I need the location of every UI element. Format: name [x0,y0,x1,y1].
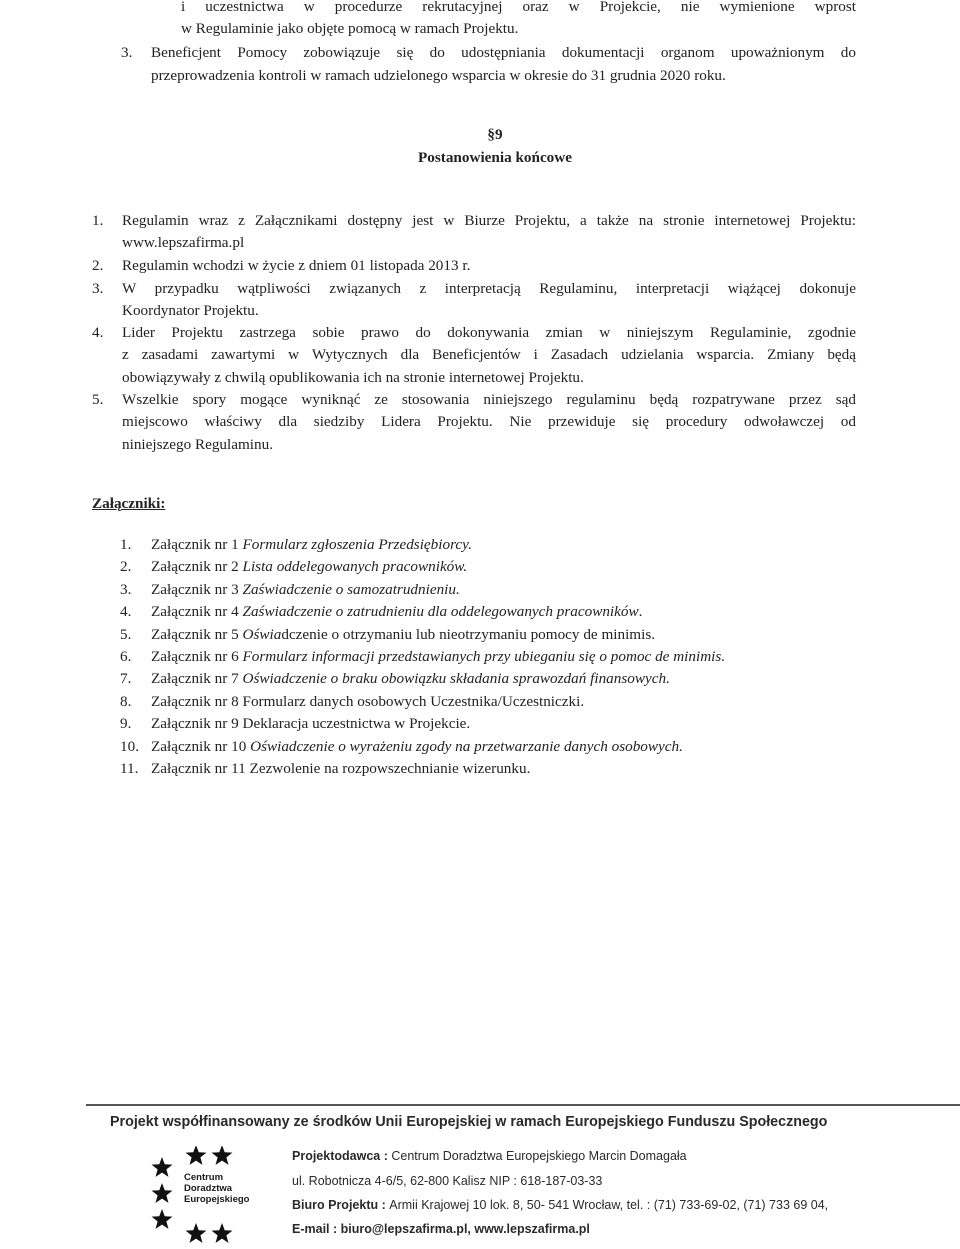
logo-text [184,1172,249,1205]
email-text: E-mail : biuro@lepszafirma.pl, www.lepszafirma.pl [292,1222,590,1236]
attachment-italic: Zaświadczenie o samozatrudnieniu. [242,580,460,598]
provision-line: miejscowo właściwy dla siedziby Lidera Projektu. Nie przewiduje się procedury odwoławczej od [122,413,856,431]
star-icon [152,1209,173,1229]
attachment-prefix: Załącznik nr 1 [151,536,243,553]
attachment-prefix: Załącznik nr 7 [151,670,243,688]
footer [0,1100,960,1249]
attachment-title [151,535,472,555]
star-icon [212,1146,233,1165]
provision-number: 2. [92,257,104,274]
attachment-italic: Lista oddelegowanych pracowników. [242,558,468,576]
biuro-line [292,1198,828,1212]
star-icon [152,1183,173,1203]
attachment-prefix: Załącznik nr 9 [151,715,243,733]
email-line [292,1222,590,1236]
attachment-title [151,669,670,689]
attachment-title [151,602,642,622]
provision-line: W przypadku wątpliwości związanych z interpretacją Regulaminu, interpretacji wiążącej dokonuje [122,280,856,297]
provision-number: 3. [92,280,104,297]
projektodawca-line [292,1149,687,1163]
item-number: 3. [121,44,133,61]
attachment-number: 10. [120,737,139,755]
paragraph-line: Beneficjent Pomocy zobowiązuje się do udostępniania dokumentacji organom upoważnionym do [151,44,856,61]
attachment-italic: Oświa [242,625,282,643]
attachment-title [151,557,467,577]
continuation-line: w Regulaminie jako objęte pomocą w ramach Projektu. [181,20,519,37]
attachment-prefix: Załącznik nr 8 [151,692,243,710]
attachment-title [151,625,655,645]
biuro-value: Armii Krajowej 10 lok. 8, 50- 541 Wrocław, tel. : (71) 733-69-02, (71) 733 69 04, [389,1198,829,1212]
provision-number: 4. [92,324,104,341]
attachment-rest: Deklaracja uczestnictwa w Projekcie. [242,715,471,733]
attachment-italic: Zaświadczenie o zatrudnieniu dla oddelegowanych pracowników [242,603,639,621]
attachment-number: 3. [120,580,132,598]
star-icon [152,1157,173,1177]
paragraph-line: przeprowadzenia kontroli w ramach udzielonego wsparcia w okresie do 31 grudnia 2020 roku. [151,67,726,84]
attachment-italic: Oświadczenie o wyrażeniu zgody na przetwarzanie danych osobowych. [250,737,683,755]
provision-line: Regulamin wraz z Załącznikami dostępny jest w Biurze Projektu, a także na stronie internetowej Projektu: [122,212,856,229]
attachment-italic: Oświadczenie o braku obowiązku składania sprawozdań finansowych. [242,670,670,688]
logo-line: Doradztwa [184,1183,233,1194]
provision-line: Koordynator Projektu. [122,302,259,320]
provision-line: niniejszego Regulaminu. [122,435,273,453]
logo-line: Europejskiego [184,1194,250,1205]
attachment-number: 8. [120,692,132,710]
attachment-rest: Zezwolenie na rozpowszechnianie wizerunku. [249,760,531,777]
section-symbol: §9 [487,126,503,143]
attachment-title [151,737,683,757]
star-icon [212,1223,233,1243]
address-line [292,1174,602,1188]
attachment-prefix: Załącznik nr 3 [151,580,243,598]
provision-number: 1. [92,212,104,229]
projektodawca-value: Centrum Doradztwa Europejskiego Marcin Domagała [391,1149,687,1163]
provision-line: Lider Projektu zastrzega sobie prawo do dokonywania zmian w niniejszym Regulaminie, zgodnie [122,324,856,341]
attachment-prefix: Załącznik nr 2 [151,558,243,576]
attachment-rest: dczenie o otrzymaniu lub nieotrzymaniu pomocy de minimis. [281,625,656,643]
attachment-title [151,692,584,712]
attachment-number: 5. [120,625,132,643]
provision-line: Wszelkie spory mogące wyniknąć ze stosowania niniejszego regulaminu będą rozpatrywane przez sąd [122,391,856,408]
footer-divider [86,1104,960,1106]
continuation-line: i uczestnictwa w procedurze rekrutacyjnej oraz w Projekcie, nie wymienione wprost [181,0,856,15]
attachment-prefix: Załącznik nr 10 [151,737,251,755]
attachment-rest: . [638,603,643,621]
address-text: ul. Robotnicza 4-6/5, 62-800 Kalisz NIP : 618-187-03-33 [292,1174,603,1188]
cofinancing-note: Projekt współfinansowany ze środków Unii Europejskiej w ramach Europejskiego Funduszu Społecznego [110,1114,828,1130]
attachment-prefix: Załącznik nr 5 [151,625,243,643]
attachment-title [151,759,530,779]
attachment-title [151,580,460,600]
attachment-italic: Formularz informacji przedstawianych przy ubieganiu się o pomoc de minimis. [242,648,726,665]
attachment-rest: Formularz danych osobowych Uczestnika/Uczestniczki. [242,692,585,710]
section-title: Postanowienia końcowe [418,149,572,166]
attachment-number: 7. [120,670,132,688]
attachment-prefix: Załącznik nr 4 [151,603,243,621]
attachment-number: 2. [120,558,132,576]
provision-number: 5. [92,391,104,408]
attachment-number: 9. [120,715,132,733]
attachment-number: 4. [120,603,132,621]
provision-line: obowiązywały z chwilą opublikowania ich na stronie internetowej Projektu. [122,368,584,386]
attachment-prefix: Załącznik nr 11 [151,760,250,777]
provision-line: www.lepszafirma.pl [122,234,245,252]
star-icon [186,1146,207,1165]
provision-line: Regulamin wchodzi w życie z dniem 01 listopada 2013 r. [122,257,471,274]
attachment-number: 11. [120,760,139,777]
projektodawca-label: Projektodawca : [292,1149,388,1163]
logo-line: Centrum [184,1172,224,1183]
star-icon [186,1223,207,1243]
attachment-number: 6. [120,648,132,665]
attachment-title [151,647,725,667]
attachment-prefix: Załącznik nr 6 [151,648,243,665]
attachment-italic: Formularz zgłoszenia Przedsiębiorcy. [242,536,472,553]
provision-line: z zasadami zawartymi w Wytycznych dla Beneficjentów i Zasadach udzielania wsparcia. Zmiany będą [122,346,856,364]
attachment-title [151,714,470,734]
biuro-label: Biuro Projektu : [292,1198,386,1212]
attachments-heading: Załączniki: [92,495,166,512]
attachment-number: 1. [120,536,132,553]
